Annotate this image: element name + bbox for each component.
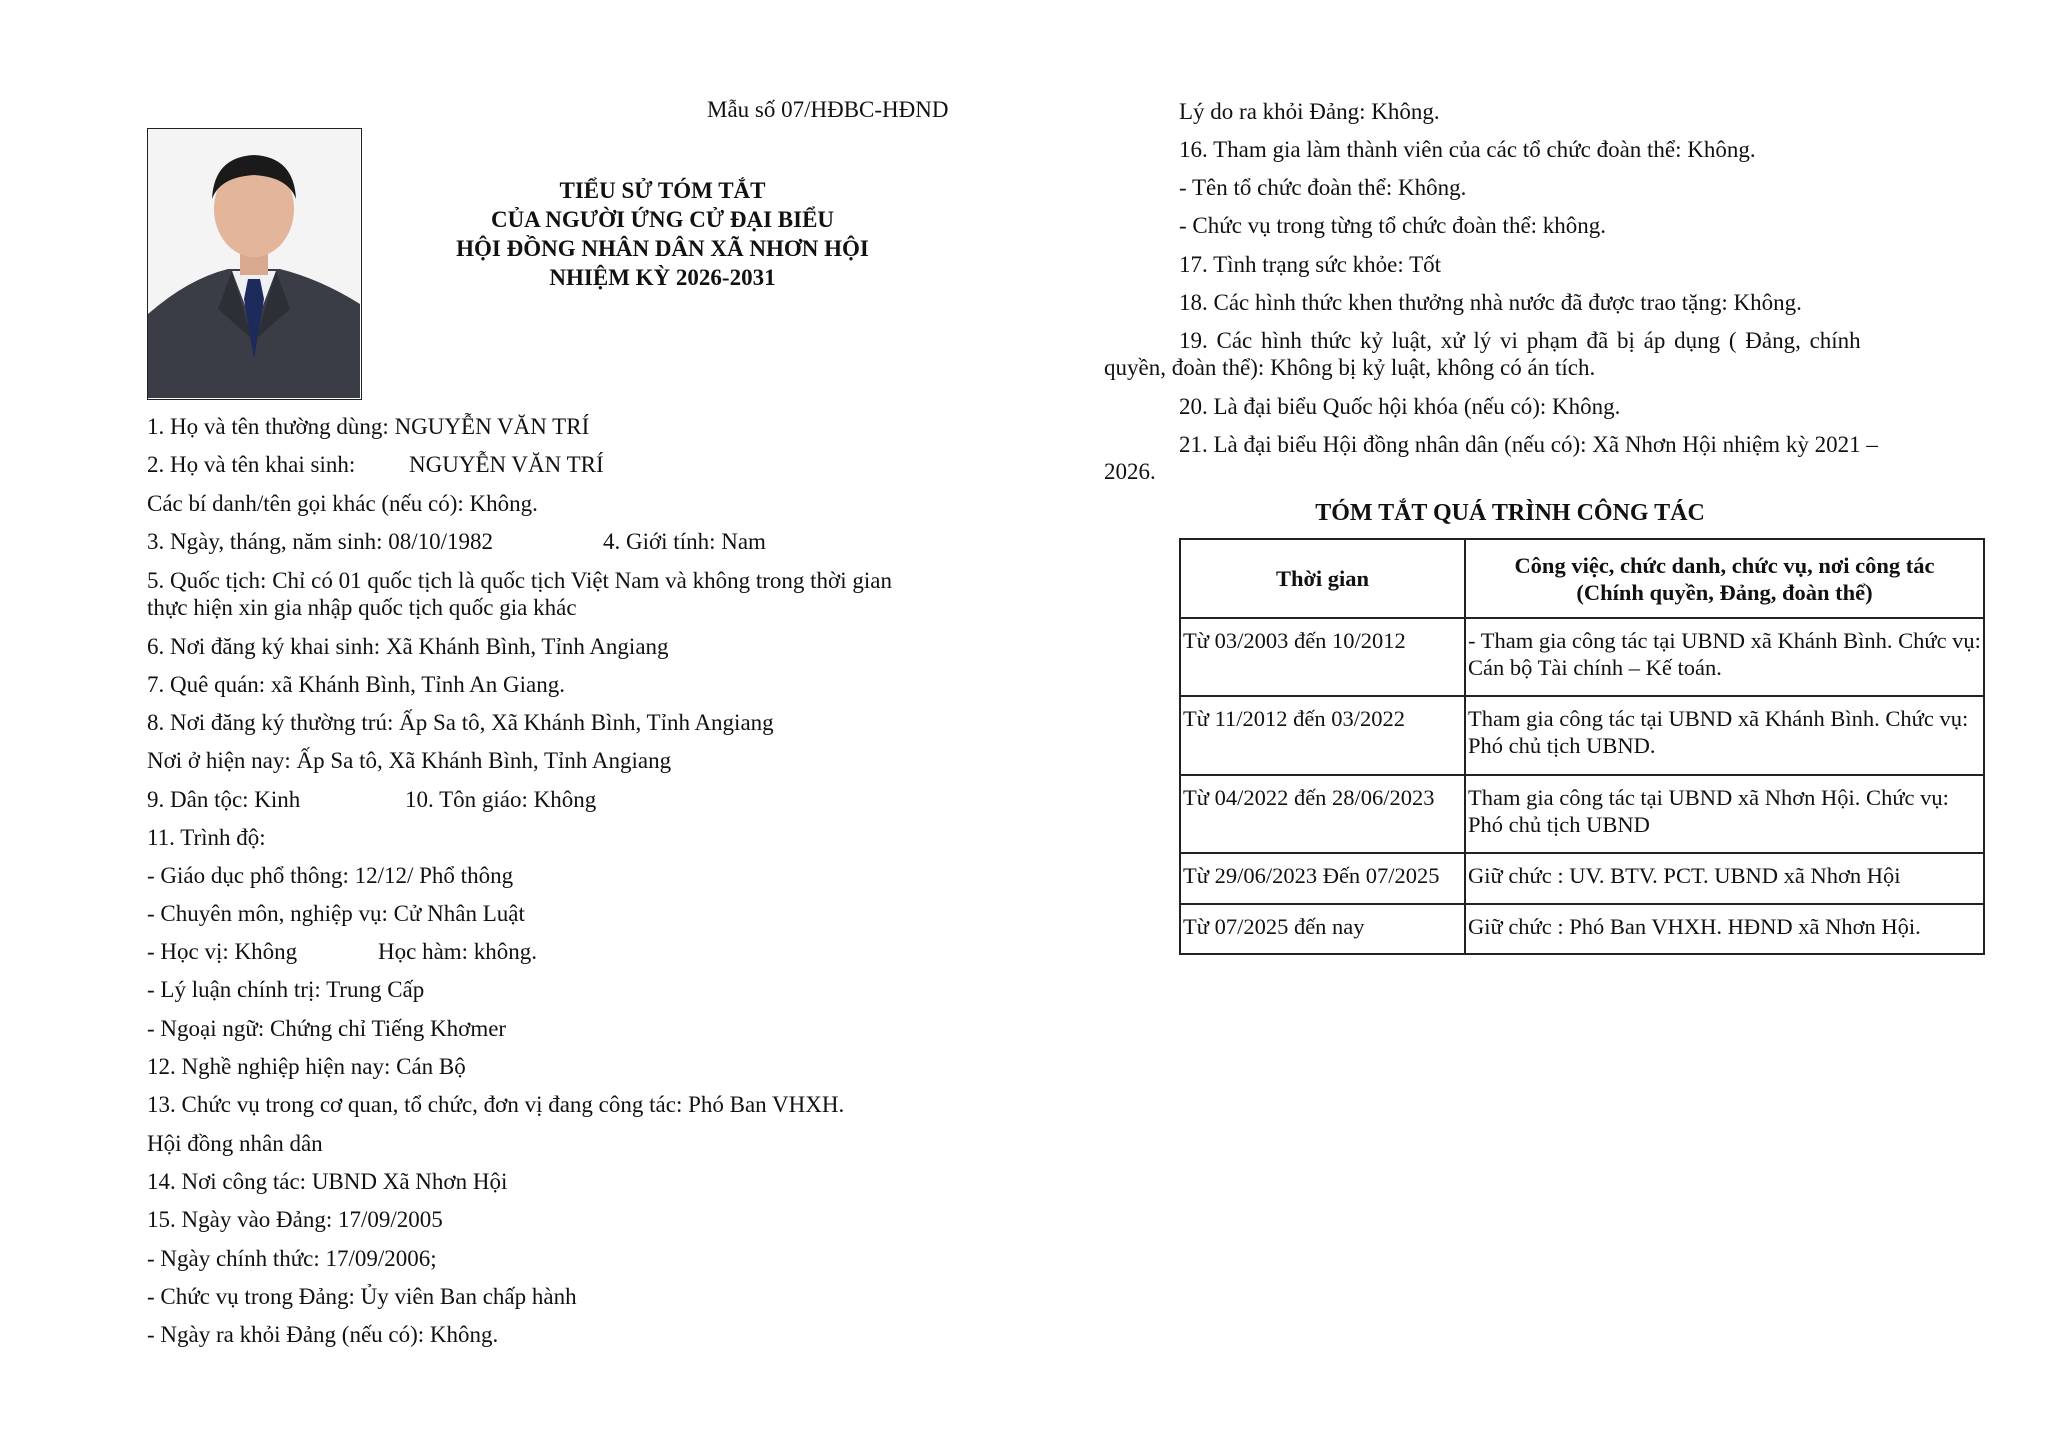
specialization: - Chuyên môn, nghiệp vụ: Cử Nhân Luật <box>147 901 525 926</box>
party-official-date: - Ngày chính thức: 17/09/2006; <box>147 1246 437 1271</box>
portrait-icon <box>148 129 360 398</box>
gender: 4. Giới tính: Nam <box>603 529 766 554</box>
header-job-line-1: Công việc, chức danh, chức vụ, nơi công tác <box>1514 552 1935 578</box>
religion: 10. Tôn giáo: Không <box>405 787 597 812</box>
organization-name: - Tên tổ chức đoàn thể: Không. <box>1179 175 1467 200</box>
row-time: Từ 04/2022 đến 28/06/2023 <box>1180 775 1465 853</box>
current-position-cont: Hội đồng nhân dân <box>147 1131 323 1156</box>
document-title <box>400 176 925 292</box>
academic-degree: - Học vị: Không <box>147 939 298 964</box>
political-theory: - Lý luận chính trị: Trung Cấp <box>147 977 425 1002</box>
general-education: - Giáo dục phổ thông: 12/12/ Phổ thông <box>147 863 514 888</box>
ethnicity: 9. Dân tộc: Kinh <box>147 787 301 812</box>
party-join-date: 15. Ngày vào Đảng: 17/09/2005 <box>147 1207 443 1232</box>
party-position: - Chức vụ trong Đảng: Ủy viên Ban chấp hành <box>147 1284 577 1309</box>
hometown: 7. Quê quán: xã Khánh Bình, Tỉnh An Giang. <box>147 672 565 697</box>
table-row <box>1180 618 1984 696</box>
common-name: 1. Họ và tên thường dùng: NGUYỄN VĂN TRÍ <box>147 414 590 439</box>
row-job: Tham gia công tác tại UBND xã Nhơn Hội. Chức vụ: Phó chủ tịch UBND <box>1465 775 1984 853</box>
date-of-birth: 3. Ngày, tháng, năm sinh: 08/10/1982 <box>147 529 494 554</box>
party-leave-date: - Ngày ra khỏi Đảng (nếu có): Không. <box>147 1322 499 1347</box>
council-delegate-line-1: 21. Là đại biểu Hội đồng nhân dân (nếu có): Xã Nhơn Hội nhiệm kỳ 2021 – <box>1179 432 1878 457</box>
permanent-residence: 8. Nơi đăng ký thường trú: Ấp Sa tô, Xã Khánh Bình, Tỉnh Angiang <box>147 710 774 735</box>
portrait-photo <box>147 128 362 400</box>
title-line-1: TIỂU SỬ TÓM TẮT <box>559 178 766 203</box>
table-row <box>1180 696 1984 775</box>
header-job <box>1465 539 1984 618</box>
birth-name-label: 2. Họ và tên khai sinh: <box>147 452 356 477</box>
header-time: Thời gian <box>1180 539 1465 618</box>
table-row <box>1180 904 1984 954</box>
row-job: Giữ chức : Phó Ban VHXH. HĐND xã Nhơn Hội. <box>1465 904 1984 954</box>
health-status: 17. Tình trạng sức khỏe: Tốt <box>1179 252 1442 277</box>
nationality-line-1: 5. Quốc tịch: Chỉ có 01 quốc tịch là quốc tịch Việt Nam và không trong thời gian <box>147 568 892 593</box>
row-time: Từ 03/2003 đến 10/2012 <box>1180 618 1465 696</box>
form-code: Mẫu số 07/HĐBC-HĐND <box>707 97 949 122</box>
mass-organizations: 16. Tham gia làm thành viên của các tổ chức đoàn thể: Không. <box>1179 137 1756 162</box>
table-header-row <box>1180 539 1984 618</box>
workplace: 14. Nơi công tác: UBND Xã Nhơn Hội <box>147 1169 508 1194</box>
career-table <box>1179 538 1985 955</box>
title-line-3: HỘI ĐỒNG NHÂN DÂN XÃ NHƠN HỘI <box>456 236 869 261</box>
title-line-2: CỦA NGƯỜI ỨNG CỬ ĐẠI BIỂU <box>490 207 835 232</box>
row-job: Giữ chức : UV. BTV. PCT. UBND xã Nhơn Hội <box>1465 853 1984 904</box>
table-row <box>1180 853 1984 904</box>
academic-title: Học hàm: không. <box>378 939 538 964</box>
occupation: 12. Nghề nghiệp hiện nay: Cán Bộ <box>147 1054 466 1079</box>
title-line-4: NHIỆM KỲ 2026-2031 <box>549 265 776 290</box>
header-job-line-2: (Chính quyền, Đảng, đoàn thể) <box>1576 579 1873 605</box>
row-time: Từ 11/2012 đến 03/2022 <box>1180 696 1465 775</box>
birth-registration: 6. Nơi đăng ký khai sinh: Xã Khánh Bình, Tỉnh Angiang <box>147 634 669 659</box>
discipline-line-2: quyền, đoàn thể): Không bị kỷ luật, không có án tích. <box>1104 355 1596 380</box>
council-delegate-line-2: 2026. <box>1104 459 1156 484</box>
current-residence: Nơi ở hiện nay: Ấp Sa tô, Xã Khánh Bình, Tỉnh Angiang <box>147 748 672 773</box>
row-time: Từ 07/2025 đến nay <box>1180 904 1465 954</box>
discipline-line-1: 19. Các hình thức kỷ luật, xử lý vi phạm đã bị áp dụng ( Đảng, chính <box>1179 328 1861 353</box>
current-position: 13. Chức vụ trong cơ quan, tổ chức, đơn vị đang công tác: Phó Ban VHXH. <box>147 1092 845 1117</box>
party-leave-reason: Lý do ra khỏi Đảng: Không. <box>1179 99 1440 124</box>
row-job: - Tham gia công tác tại UBND xã Khánh Bình. Chức vụ: Cán bộ Tài chính – Kế toán. <box>1465 618 1984 696</box>
organization-position: - Chức vụ trong từng tổ chức đoàn thể: không. <box>1179 213 1607 238</box>
career-section-title: TÓM TẮT QUÁ TRÌNH CÔNG TÁC <box>1315 500 1705 526</box>
national-assembly-delegate: 20. Là đại biểu Quốc hội khóa (nếu có): Không. <box>1179 394 1621 419</box>
foreign-language: - Ngoại ngữ: Chứng chỉ Tiếng Khơmer <box>147 1016 507 1041</box>
table-row <box>1180 775 1984 853</box>
row-job: Tham gia công tác tại UBND xã Khánh Bình. Chức vụ: Phó chủ tịch UBND. <box>1465 696 1984 775</box>
awards: 18. Các hình thức khen thưởng nhà nước đã được trao tặng: Không. <box>1179 290 1802 315</box>
row-time: Từ 29/06/2023 Đến 07/2025 <box>1180 853 1465 904</box>
nationality-line-2: thực hiện xin gia nhập quốc tịch quốc gia khác <box>147 595 577 620</box>
aliases: Các bí danh/tên gọi khác (nếu có): Không. <box>147 491 538 516</box>
birth-name-value: NGUYỄN VĂN TRÍ <box>409 452 604 477</box>
education-heading: 11. Trình độ: <box>147 825 266 850</box>
